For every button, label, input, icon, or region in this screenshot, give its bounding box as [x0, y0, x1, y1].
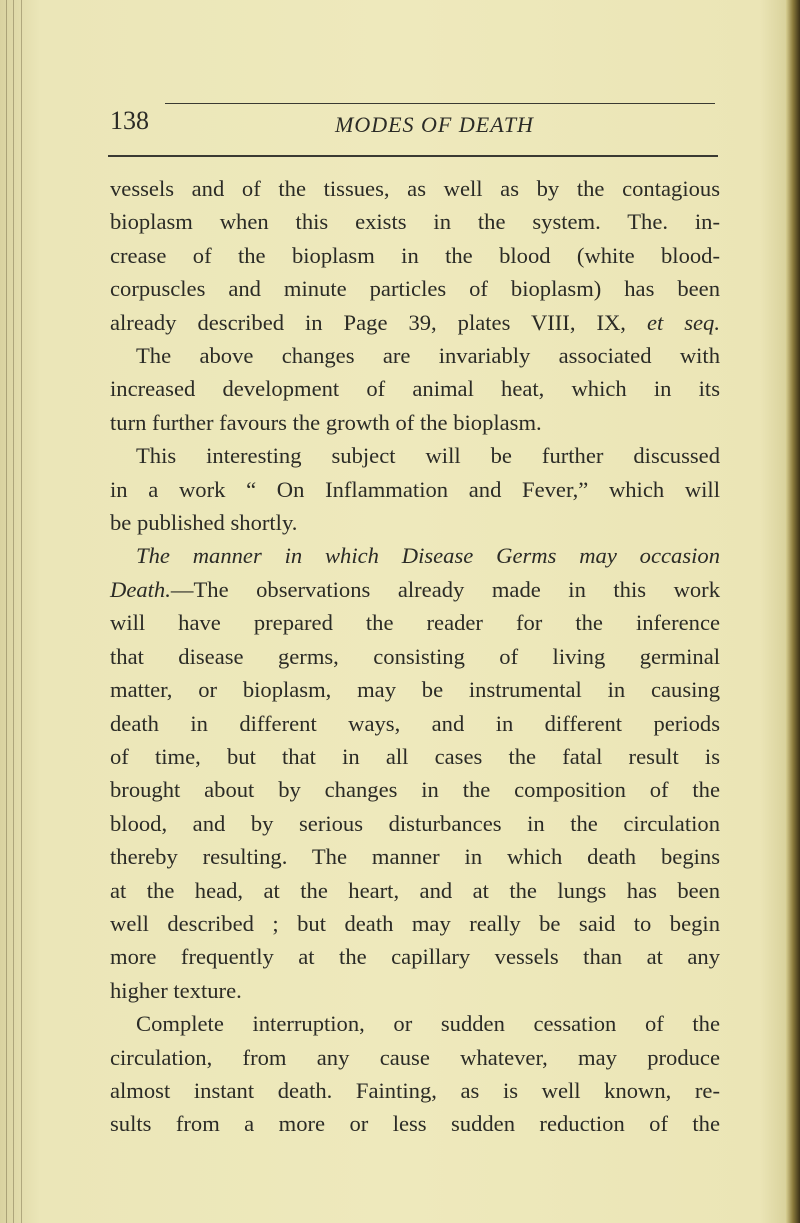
italic-span: et seq. — [646, 309, 720, 335]
body-text — [110, 172, 720, 1141]
text-line — [110, 306, 720, 339]
text-line: brought about by changes in the composition of the — [110, 777, 720, 803]
text-line: matter, or bioplasm, may be instrumental in causing — [110, 677, 720, 703]
text-line: almost instant death. Fainting, as is well known, re- — [110, 1077, 720, 1103]
text-line: at the head, at the heart, and at the lungs has been — [110, 877, 720, 903]
page-right-edge — [786, 0, 800, 1223]
section-heading-end: Death. — [110, 576, 171, 602]
header-rule-top — [165, 103, 715, 104]
text-line: death in different ways, and in different periods — [110, 710, 720, 736]
section-heading: The manner in which Disease Germs may occasion — [136, 543, 720, 569]
text-line: well described ; but death may really be said to begin — [110, 910, 720, 936]
text-line: higher texture. — [110, 977, 242, 1003]
gutter-line — [13, 0, 14, 1223]
text-line: that disease germs, consisting of living germinal — [110, 643, 720, 669]
text-line: sults from a more or less sudden reduction of the — [110, 1111, 720, 1137]
text-line: turn further favours the growth of the bioplasm. — [110, 409, 542, 435]
text-line: vessels and of the tissues, as well as by the contagious — [110, 176, 720, 201]
text-line: of time, but that in all cases the fatal result is — [110, 743, 720, 769]
text-line: Complete interruption, or sudden cessation of the — [136, 1011, 720, 1037]
text-line: crease of the bioplasm in the blood (white blood- — [110, 242, 720, 268]
text-line: bioplasm when this exists in the system. The. in- — [110, 209, 720, 235]
text-line: will have prepared the reader for the inference — [110, 610, 720, 636]
text-line: increased development of animal heat, which in its — [110, 376, 720, 402]
text-line: circulation, from any cause whatever, may produce — [110, 1044, 720, 1070]
page-number: 138 — [110, 106, 149, 135]
text-line: thereby resulting. The manner in which death begins — [110, 844, 720, 870]
text-line: be published shortly. — [110, 510, 298, 536]
text-line: more frequently at the capillary vessels than at any — [110, 944, 720, 970]
gutter-line — [21, 0, 22, 1223]
text-line: corpuscles and minute particles of bioplasm) has been — [110, 276, 720, 302]
text-span: already described in Page 39, plates VIII, IX, — [110, 309, 626, 335]
text-line — [110, 573, 720, 606]
running-head: MODES OF DEATH — [335, 112, 534, 137]
text-line: The above changes are invariably associated with — [136, 343, 720, 369]
gutter-line — [6, 0, 7, 1223]
text-line: This interesting subject will be further discussed — [136, 443, 720, 469]
text-line: in a work “ On Inflammation and Fever,” which will — [110, 476, 720, 502]
text-line: blood, and by serious disturbances in the circulation — [110, 810, 720, 836]
text-span: —The observations already made in this work — [170, 576, 720, 602]
header-rule-bottom — [108, 155, 718, 157]
